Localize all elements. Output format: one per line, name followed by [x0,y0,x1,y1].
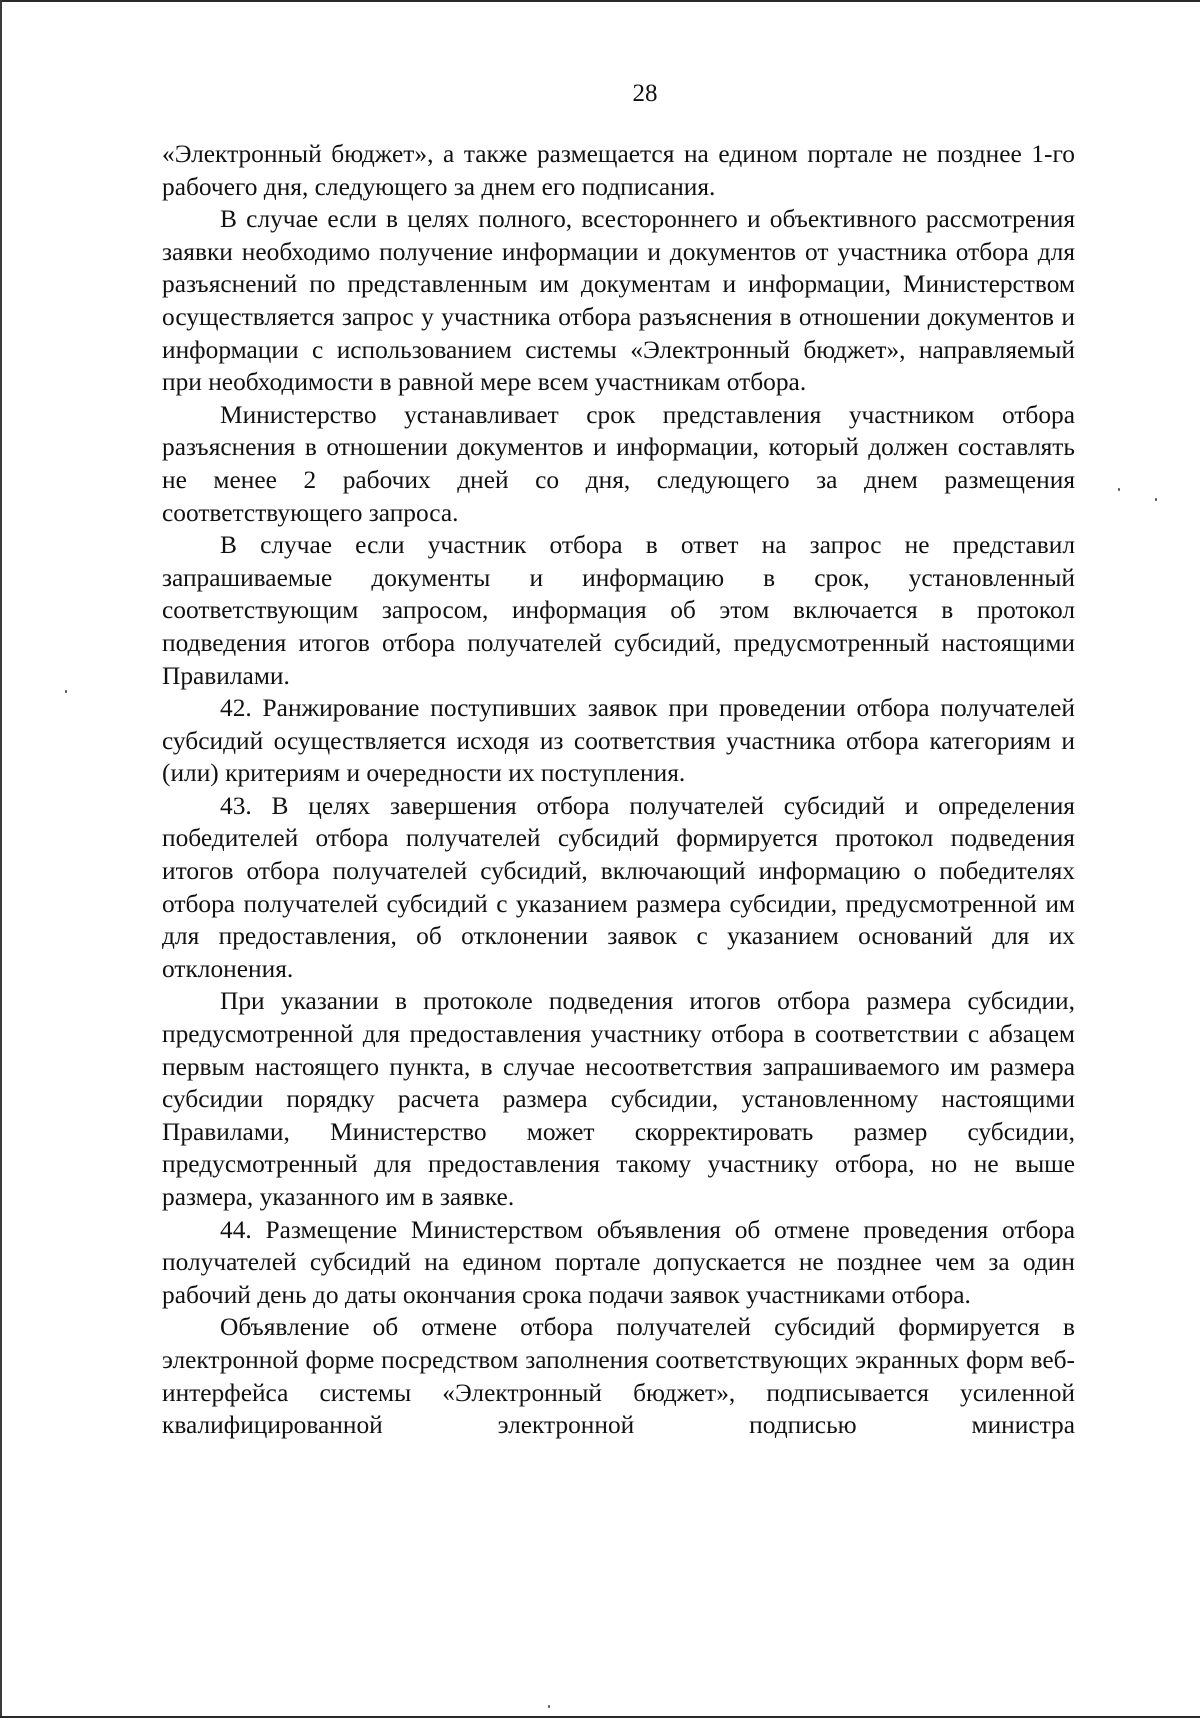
paragraph-item-43: 43. В целях завершения отбора получателей субсидий и определения победителей отбора получателей субсидий формируется протокол подведения итогов отбора получателей субсидий, включающий информацию о победителях отбора получателей субсидий с указанием размера субсидии, предусмотренной им для предоставления, об отклонении заявок с указанием оснований для их отклонения. [162,791,1075,983]
paragraph-item-44: 44. Размещение Министерством объявления об отмене проведения отбора получателей субсидий на едином портале допускается не позднее чем за один рабочий день до даты окончания срока подачи заявок участниками отбора. [162,1215,1075,1309]
paragraph: Объявление об отмене отбора получателей субсидий формируется в электронной форме посредством заполнения соответствующих экранных форм веб-интерфейса системы «Электронный бюджет», подписывается усиленной квалифицированной электронной подписью министра [162,1313,1075,1440]
paragraph: В случае если в целях полного, всестороннего и объективного рассмотрения заявки необходимо получение информации и документов от участника отбора для разъяснений по представленным им документам и информации, Министерством осуществляется запрос у участника отбора разъяснения в отношении документов и информации с использованием системы «Электронный бюджет», направляемый при необходимости в равной мере всем участникам отбора. [162,205,1075,397]
body-text [162,138,1075,1442]
scan-speck [1118,488,1120,491]
paragraph: В случае если участник отбора в ответ на запрос не представил запрашиваемые документы и информацию в срок, установленный соответствующим запросом, информация об этом включается в протокол подведения итогов отбора получателей субсидий, предусмотренный настоящими Правилами. [162,531,1075,690]
scan-speck [1155,498,1157,501]
paragraph-item-42: 42. Ранжирование поступивших заявок при проведении отбора получателей субсидий осуществляется исходя из соответствия участника отбора категориям и (или) критериям и очередности их поступления. [162,694,1075,788]
page-number: 28 [632,80,658,107]
scan-speck [548,1705,550,1708]
scan-edge-top [0,0,1200,2]
paragraph-continuation: «Электронный бюджет», а также размещается на едином портале не позднее 1-го рабочего дня, следующего за днем его подписания. [162,140,1075,201]
paragraph: Министерство устанавливает срок представления участником отбора разъяснения в отношении документов и информации, который должен составлять не менее 2 рабочих дней со дня, следующего за днем размещения соответствующего запроса. [162,400,1075,527]
scan-edge-left [0,0,2,1718]
scan-speck [65,690,67,693]
paragraph: При указании в протоколе подведения итогов отбора размера субсидии, предусмотренной для предоставления участнику отбора в соответствии с абзацем первым настоящего пункта, в случае несоответствия запрашиваемого им размера субсидии порядку расчета размера субсидии, установленному настоящими Правилами, Министерство может скорректировать размер субсидии, предусмотренный для предоставления такому участнику отбора, но не выше размера, указанного им в заявке. [162,987,1075,1211]
